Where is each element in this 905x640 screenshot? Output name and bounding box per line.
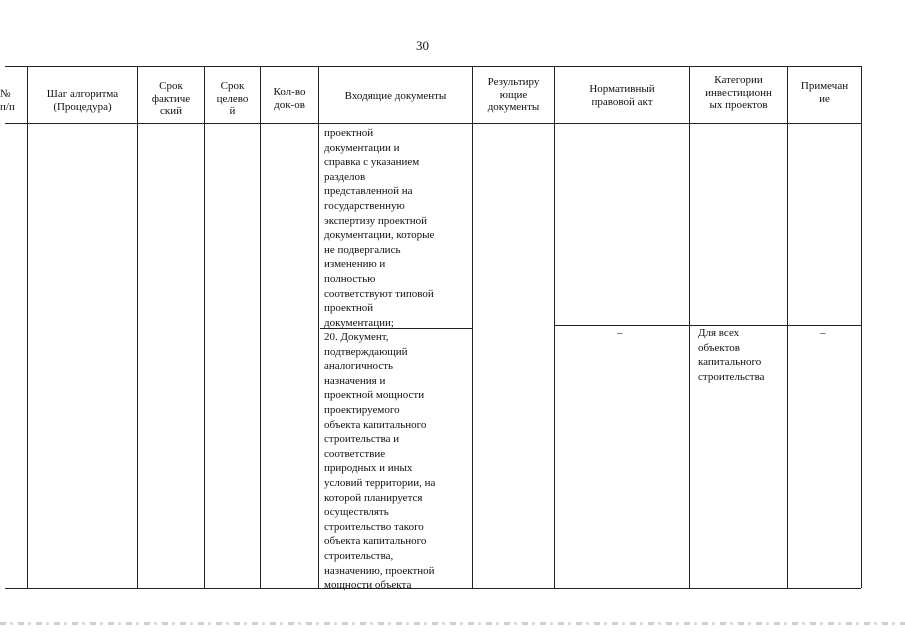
table-right-border (861, 66, 862, 588)
header-target-term (205, 80, 260, 118)
header-result-docs (473, 76, 554, 114)
page-number: 30 (416, 38, 429, 53)
header-incoming-docs (319, 90, 472, 103)
header-step-label: Шаг алгоритма (Процедура) (46, 88, 119, 113)
header-num: № п/п (0, 88, 15, 113)
header-categories-label: Категории инвестиционн ых проектов (705, 74, 772, 111)
header-actual-term (138, 80, 204, 118)
header-result-docs-label: Результиру ющие документы (487, 76, 540, 113)
incoming-docs-row1: проектной документации и справка с указанием разделов представленной на государственную экспертизу проектной документации, которые не подвергались изменению и полностью соответствуют типовой проектной документации; (324, 127, 435, 329)
scan-artifact (0, 622, 905, 625)
col-divider-4 (260, 66, 261, 588)
note-row2: – (820, 327, 826, 339)
col-divider-6 (472, 66, 473, 588)
col-divider-2 (137, 66, 138, 588)
table-top-border (5, 66, 861, 67)
col-divider-7 (554, 66, 555, 588)
header-normative-act (555, 83, 689, 108)
incoming-docs-row2: 20. Документ, подтверждающий аналогичность назначения и проектной мощности проектируемого объекта капитального строительства и соответствие природных и иных условий территории, на которой планируется осуществлять строительство такого объекта капитального строительства, назначению, проектной мощности объекта (324, 331, 436, 592)
header-normative-act-label: Нормативный правовой акт (589, 83, 655, 108)
header-doc-count-label: Кол-во док-ов (273, 86, 306, 111)
col-divider-3 (204, 66, 205, 588)
col-divider-1 (27, 66, 28, 588)
normative-act-row2: – (617, 327, 623, 339)
header-step (28, 88, 137, 113)
col-divider-8 (689, 66, 690, 588)
col-divider-9 (787, 66, 788, 588)
header-categories (690, 74, 787, 112)
header-actual-term-label: Срок фактиче ский (151, 80, 191, 117)
categories-row2: Для всех объектов капитального строительства (698, 327, 765, 383)
col-divider-5 (318, 66, 319, 588)
header-incoming-docs-label: Входящие документы (344, 90, 447, 102)
header-doc-count (261, 86, 318, 111)
header-note-label: Примечан ие (800, 80, 849, 105)
header-target-term-label: Срок целево й (216, 80, 249, 117)
header-bottom-border (5, 123, 861, 124)
header-note (788, 80, 861, 105)
